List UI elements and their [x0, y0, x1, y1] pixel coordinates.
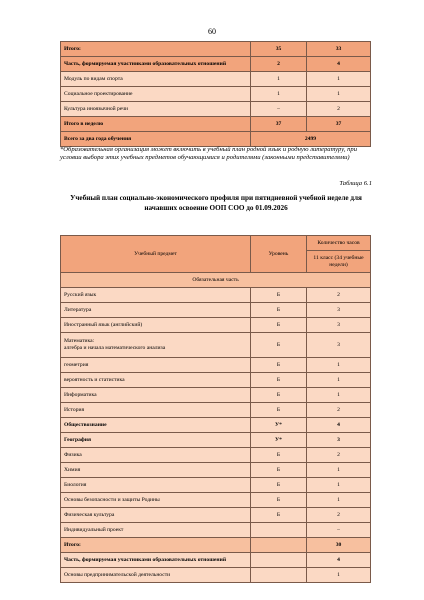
subject-hours: 1: [307, 373, 371, 388]
subject-name-line: алгебра и начала математического анализа: [64, 345, 166, 351]
subject-row: [61, 493, 371, 508]
table-label: Таблица 6.1: [339, 180, 372, 187]
subject-name: Русский язык: [61, 288, 251, 303]
subject-row: [61, 478, 371, 493]
table-row: [61, 57, 371, 72]
subject-name: [61, 333, 251, 358]
subject-name: Физика: [61, 448, 251, 463]
subject-row: [61, 318, 371, 333]
subject-name: Индивидуальный проект: [61, 523, 251, 538]
subject-hours: 1: [307, 478, 371, 493]
row-label: Часть, формируемая участниками образовательных отношений: [61, 57, 251, 72]
subject-row: [61, 373, 371, 388]
subject-row: [61, 448, 371, 463]
subject-hours: 2: [307, 403, 371, 418]
row-value: 4: [307, 57, 371, 72]
subject-level: Б: [251, 303, 307, 318]
subject-row: [61, 433, 371, 448]
table-row: [61, 42, 371, 57]
subject-level: Б: [251, 463, 307, 478]
subject-row: [61, 303, 371, 318]
subject-row: [61, 358, 371, 373]
subject-hours: 1: [307, 568, 371, 583]
subject-name: геометрия: [61, 358, 251, 373]
subject-hours: 2: [307, 288, 371, 303]
table-row: [61, 102, 371, 117]
subject-hours: 3: [307, 318, 371, 333]
row-value: 1: [251, 72, 307, 87]
subject-level: [251, 538, 307, 553]
row-value: 1: [307, 72, 371, 87]
row-label: Итого:: [61, 42, 251, 57]
subject-hours: 4: [307, 553, 371, 568]
row-label: Итого в неделю: [61, 117, 251, 132]
subject-hours: 3: [307, 303, 371, 318]
table-row: [61, 117, 371, 132]
subject-row: [61, 388, 371, 403]
subject-hours: 3: [307, 433, 371, 448]
section-row: [61, 273, 371, 288]
subject-name: Основы предпринимательской деятельности: [61, 568, 251, 583]
subject-name-line: Математика:: [64, 338, 95, 345]
subject-level: [251, 523, 307, 538]
subject-name: Обществознание: [61, 418, 251, 433]
subject-name: Биология: [61, 478, 251, 493]
row-value: –: [251, 102, 307, 117]
subject-level: Б: [251, 403, 307, 418]
subject-name: География: [61, 433, 251, 448]
subject-name: Информатика: [61, 388, 251, 403]
subject-level: У*: [251, 418, 307, 433]
header-hours: Количество часов: [307, 236, 371, 251]
subject-level: Б: [251, 448, 307, 463]
row-value: 2: [307, 102, 371, 117]
subject-level: [251, 568, 307, 583]
subject-level: Б: [251, 508, 307, 523]
subject-level: [251, 553, 307, 568]
subject-name: Химия: [61, 463, 251, 478]
subject-name: Итого:: [61, 538, 251, 553]
subject-row: [61, 463, 371, 478]
subject-level: Б: [251, 388, 307, 403]
curriculum-table: [60, 235, 371, 583]
top-table: [60, 41, 371, 147]
subject-hours: 2: [307, 508, 371, 523]
subject-hours: 30: [307, 538, 371, 553]
subject-row: [61, 508, 371, 523]
table-header-row: [61, 236, 371, 251]
subject-level: Б: [251, 333, 307, 358]
section-title: Обязательная часть: [61, 273, 371, 288]
subject-name: Литература: [61, 303, 251, 318]
total-label: Всего за два года обучения: [61, 132, 251, 147]
subject-level: Б: [251, 358, 307, 373]
row-value: 37: [307, 117, 371, 132]
row-value: 1: [251, 87, 307, 102]
subject-level: Б: [251, 373, 307, 388]
page-number: 60: [208, 27, 216, 36]
subject-row: [61, 538, 371, 553]
row-value: 33: [307, 42, 371, 57]
subject-hours: 2: [307, 448, 371, 463]
subject-hours: 1: [307, 358, 371, 373]
table-title: Учебный план социально-экономического профиля при пятидневной учебной неделе для начавших освоение ООП СОО до 01.09.2026: [70, 194, 362, 212]
subject-row: [61, 403, 371, 418]
subject-row: [61, 523, 371, 538]
row-label: Культура иноязычной речи: [61, 102, 251, 117]
total-row: [61, 132, 371, 147]
row-value: 37: [251, 117, 307, 132]
subject-hours: 1: [307, 463, 371, 478]
row-value: 35: [251, 42, 307, 57]
subject-level: Б: [251, 288, 307, 303]
subject-row: [61, 333, 371, 358]
row-label: Модуль по видам спорта: [61, 72, 251, 87]
subject-row: [61, 568, 371, 583]
subject-name: вероятность и статистика: [61, 373, 251, 388]
subject-row: [61, 553, 371, 568]
row-value: 2: [251, 57, 307, 72]
footnote: *Образовательная организация может включить в учебный план родной язык и родную литературу, при условии выбора этих учебных предметов обучающимися и родителями (законными представителями): [60, 146, 358, 162]
header-grade: 11 класс (34 учебные недели): [307, 251, 371, 273]
subject-hours: 3: [307, 333, 371, 358]
header-level: Уровень: [251, 236, 307, 273]
header-subject: Учебный предмет: [61, 236, 251, 273]
subject-name: История: [61, 403, 251, 418]
row-value: 1: [307, 87, 371, 102]
subject-hours: 1: [307, 388, 371, 403]
subject-hours: 4: [307, 418, 371, 433]
table-row: [61, 87, 371, 102]
subject-level: Б: [251, 478, 307, 493]
subject-name: Иностранный язык (английский): [61, 318, 251, 333]
table-row: [61, 72, 371, 87]
subject-hours: 1: [307, 493, 371, 508]
subject-hours: –: [307, 523, 371, 538]
subject-level: У*: [251, 433, 307, 448]
total-value: 2499: [251, 132, 371, 147]
subject-name: Часть, формируемая участниками образовательных отношений: [61, 553, 251, 568]
subject-row: [61, 418, 371, 433]
subject-row: [61, 288, 371, 303]
row-label: Социальное проектирование: [61, 87, 251, 102]
subject-name: Основы безопасности и защиты Родины: [61, 493, 251, 508]
subject-level: Б: [251, 318, 307, 333]
subject-level: Б: [251, 493, 307, 508]
subject-name: Физическая культура: [61, 508, 251, 523]
